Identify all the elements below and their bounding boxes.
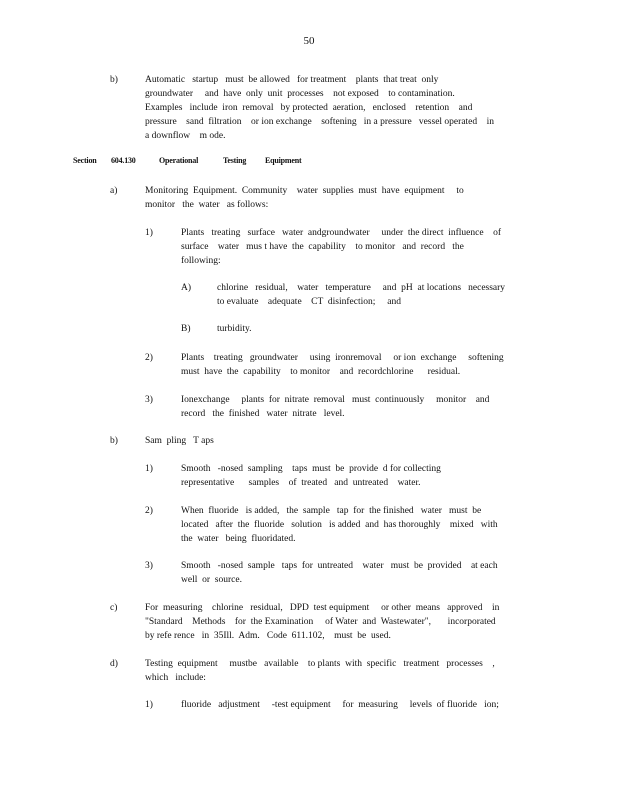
item-label-d1: 1): [145, 700, 153, 710]
item-label-A: A): [181, 283, 192, 293]
item-label-a2: 2): [145, 353, 153, 363]
item-label-b3: 3): [145, 561, 153, 571]
text-line: Smooth -nosed sampling taps must be provide d for collecting: [181, 464, 441, 474]
item-label-a1: 1): [145, 228, 153, 238]
text-line: For measuring chlorine residual, DPD test equipment or other means approved in: [145, 603, 500, 613]
item-label-b2: b): [110, 436, 118, 446]
paragraph-turbidity: [217, 322, 251, 336]
paragraph-fluoride-adjustment: [181, 698, 499, 712]
text-line: Examples include iron removal by protected aeration, enclosed retention and: [145, 103, 473, 113]
paragraph-fluoride-tap: [181, 504, 498, 546]
text-line: which include:: [145, 673, 206, 683]
text-line: Plants treating surface water andgroundwater under the direct influence of: [181, 228, 501, 238]
text-line: When fluoride is added, the sample tap for the finished water must be: [181, 506, 482, 516]
text-line: representative samples of treated and untreated water.: [181, 478, 421, 488]
text-line: Monitoring Equipment. Community water supplies must have equipment to: [145, 186, 464, 196]
paragraph-testing-equipment: [145, 657, 495, 685]
text-line: located after the fluoride solution is added and has thoroughly mixed with: [181, 520, 498, 530]
text-line: Ionexchange plants for nitrate removal must continuously monitor and: [181, 395, 490, 405]
text-line: must have the capability to monitor and recordchlorine residual.: [181, 367, 461, 377]
text-line: chlorine residual, water temperature and pH at locations necessary: [217, 283, 506, 293]
text-line: Testing equipment mustbe available to plants with specific treatment processes ,: [145, 659, 495, 669]
item-label-b1: 1): [145, 464, 153, 474]
section-title-word-3: Equipment: [265, 156, 302, 165]
page-number: 50: [303, 35, 315, 47]
item-label-d: d): [110, 659, 118, 669]
text-line: following:: [181, 256, 221, 266]
text-line: groundwater and have only unit processes not exposed to contamination.: [145, 89, 455, 99]
paragraph-ion-exchange: [181, 393, 489, 421]
text-line: Plants treating groundwater using ironremoval or ion exchange softening: [181, 353, 504, 363]
item-label-a: a): [110, 186, 118, 196]
paragraph-surface-water: [181, 226, 501, 268]
text-line: well or source.: [181, 575, 242, 585]
sampling-taps-heading: [145, 434, 214, 448]
text-line: monitor the water as follows:: [145, 200, 269, 210]
text-line: "Standard Methods for the Examination of Water and Wastewater", incorporated: [145, 617, 496, 627]
text-line: turbidity.: [217, 324, 252, 334]
paragraph-automatic-startup: [145, 73, 494, 143]
item-label-B: B): [181, 324, 191, 334]
text-line: a downflow m ode.: [145, 131, 226, 141]
paragraph-chlorine-residual: [217, 281, 505, 309]
text-line: to evaluate adequate CT disinfection; and: [217, 297, 401, 307]
text-line: by refe rence in 35Ill. Adm. Code 611.102, must be used.: [145, 631, 391, 641]
section-word: Section: [73, 156, 97, 165]
text-line: the water being fluoridated.: [181, 534, 296, 544]
section-title-word-2: Testing: [223, 156, 247, 165]
text-line: Sam pling T aps: [145, 436, 214, 446]
paragraph-dpd-test: [145, 601, 499, 643]
section-number: 604.130: [111, 156, 136, 165]
text-line: surface water mus t have the capability to monitor and record the: [181, 242, 464, 252]
section-title-word-1: Operational: [159, 156, 199, 165]
paragraph-monitoring-equipment: [145, 184, 464, 212]
text-line: pressure sand filtration or ion exchange softening in a pressure vessel operated in: [145, 117, 495, 127]
text-line: Automatic startup must be allowed for treatment plants that treat only: [145, 75, 439, 85]
text-line: fluoride adjustment -test equipment for measuring levels of fluoride ion;: [181, 700, 499, 710]
paragraph-groundwater-plants: [181, 351, 504, 379]
item-label-b: b): [110, 75, 118, 85]
item-label-a3: 3): [145, 395, 153, 405]
text-line: record the finished water nitrate level.: [181, 409, 345, 419]
paragraph-untreated-taps: [181, 559, 498, 587]
paragraph-smooth-nosed: [181, 462, 441, 490]
item-label-b2-sub: 2): [145, 506, 153, 516]
text-line: Smooth -nosed sample taps for untreated water must be provided at each: [181, 561, 498, 571]
item-label-c: c): [110, 603, 118, 613]
